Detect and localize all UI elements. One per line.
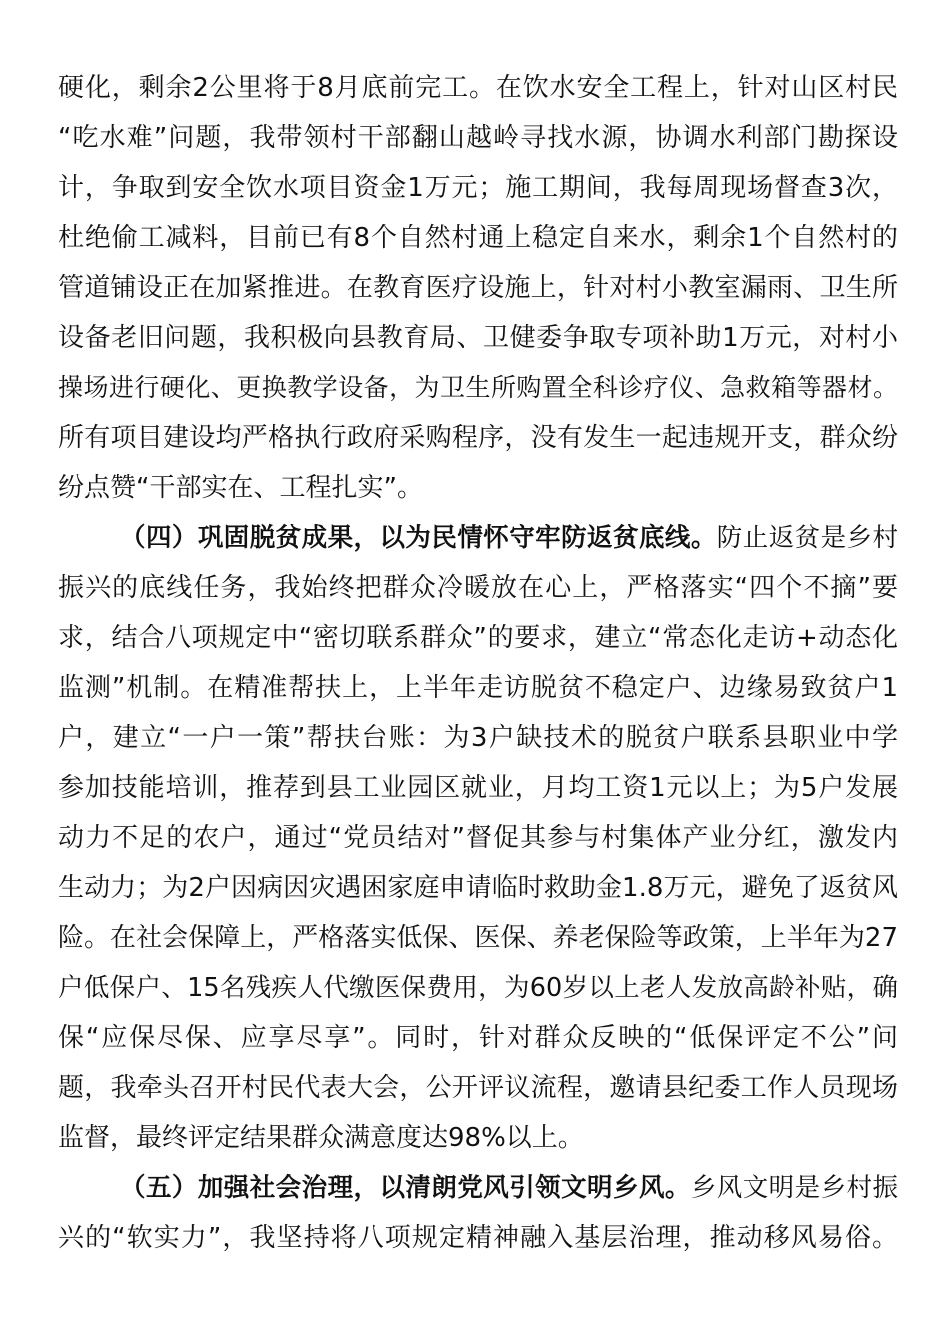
body-text-line: 户，建立“一户一策”帮扶台账：为3户缺技术的脱贫户联系县职业中学 xyxy=(58,723,898,753)
body-text-line: 保“应保尽保、应享尽享”。同时，针对群众反映的“低保评定不公”问 xyxy=(58,1023,898,1053)
section-heading-line xyxy=(120,513,898,563)
body-text-line: 振兴的底线任务，我始终把群众冷暖放在心上，严格落实“四个不摘”要 xyxy=(58,573,898,603)
body-text-line: 监测”机制。在精准帮扶上，上半年走访脱贫不稳定户、边缘易致贫户1 xyxy=(58,673,898,703)
body-text-line: 操场进行硬化、更换教学设备，为卫生所购置全科诊疗仪、急救箱等器材。 xyxy=(58,373,898,402)
body-text-line: 计，争取到安全饮水项目资金1万元；施工期间，我每周现场督查3次， xyxy=(58,173,898,203)
body-text-line: 纷点赞“干部实在、工程扎实”。 xyxy=(58,473,423,503)
section-heading-5: （五）加强社会治理，以清朗党风引领文明乡风。 xyxy=(120,1173,691,1203)
body-text-line: “吃水难”问题，我带领村干部翻山越岭寻找水源，协调水利部门勘探设 xyxy=(58,123,898,153)
body-text-line: 求，结合八项规定中“密切联系群众”的要求，建立“常态化走访+动态化 xyxy=(58,623,898,653)
section-heading-4: （四）巩固脱贫成果，以为民情怀守牢防返贫底线。 xyxy=(120,523,717,553)
body-text-line: 硬化，剩余2公里将于8月底前完工。在饮水安全工程上，针对山区村民 xyxy=(58,73,898,103)
body-text-line: 监督，最终评定结果群众满意度达98%以上。 xyxy=(58,1123,584,1153)
body-text-line: 户低保户、15名残疾人代缴医保费用，为60岁以上老人发放高龄补贴，确 xyxy=(58,973,898,1003)
body-text-line: 杜绝偷工减料，目前已有8个自然村通上稳定自来水，剩余1个自然村的 xyxy=(58,223,898,253)
body-text-line: 动力不足的农户，通过“党员结对”督促其参与村集体产业分红，激发内 xyxy=(58,823,898,853)
section-heading-4-rest: 防止返贫是乡村 xyxy=(716,523,898,553)
body-text-line: 设备老旧问题，我积极向县教育局、卫健委争取专项补助1万元，对村小 xyxy=(58,323,898,353)
section-heading-line xyxy=(120,1163,898,1213)
body-text-line: 所有项目建设均严格执行政府采购程序，没有发生一起违规开支，群众纷 xyxy=(58,423,898,453)
body-text-line: 管道铺设正在加紧推进。在教育医疗设施上，针对村小教室漏雨、卫生所 xyxy=(58,273,898,303)
body-text-line: 题，我牵头召开村民代表大会，公开评议流程，邀请县纪委工作人员现场 xyxy=(58,1073,898,1103)
section-heading-5-rest: 乡风文明是乡村振 xyxy=(690,1173,898,1203)
body-text-line: 参加技能培训，推荐到县工业园区就业，月均工资1元以上；为5户发展 xyxy=(58,773,898,803)
body-text-line: 生动力；为2户因病因灾遇困家庭申请临时救助金1.8万元，避免了返贫风 xyxy=(58,873,898,903)
body-text-line: 险。在社会保障上，严格落实低保、医保、养老保险等政策，上半年为27 xyxy=(58,923,898,953)
body-text-line: 兴的“软实力”，我坚持将八项规定精神融入基层治理，推动移风易俗。 xyxy=(58,1223,898,1253)
